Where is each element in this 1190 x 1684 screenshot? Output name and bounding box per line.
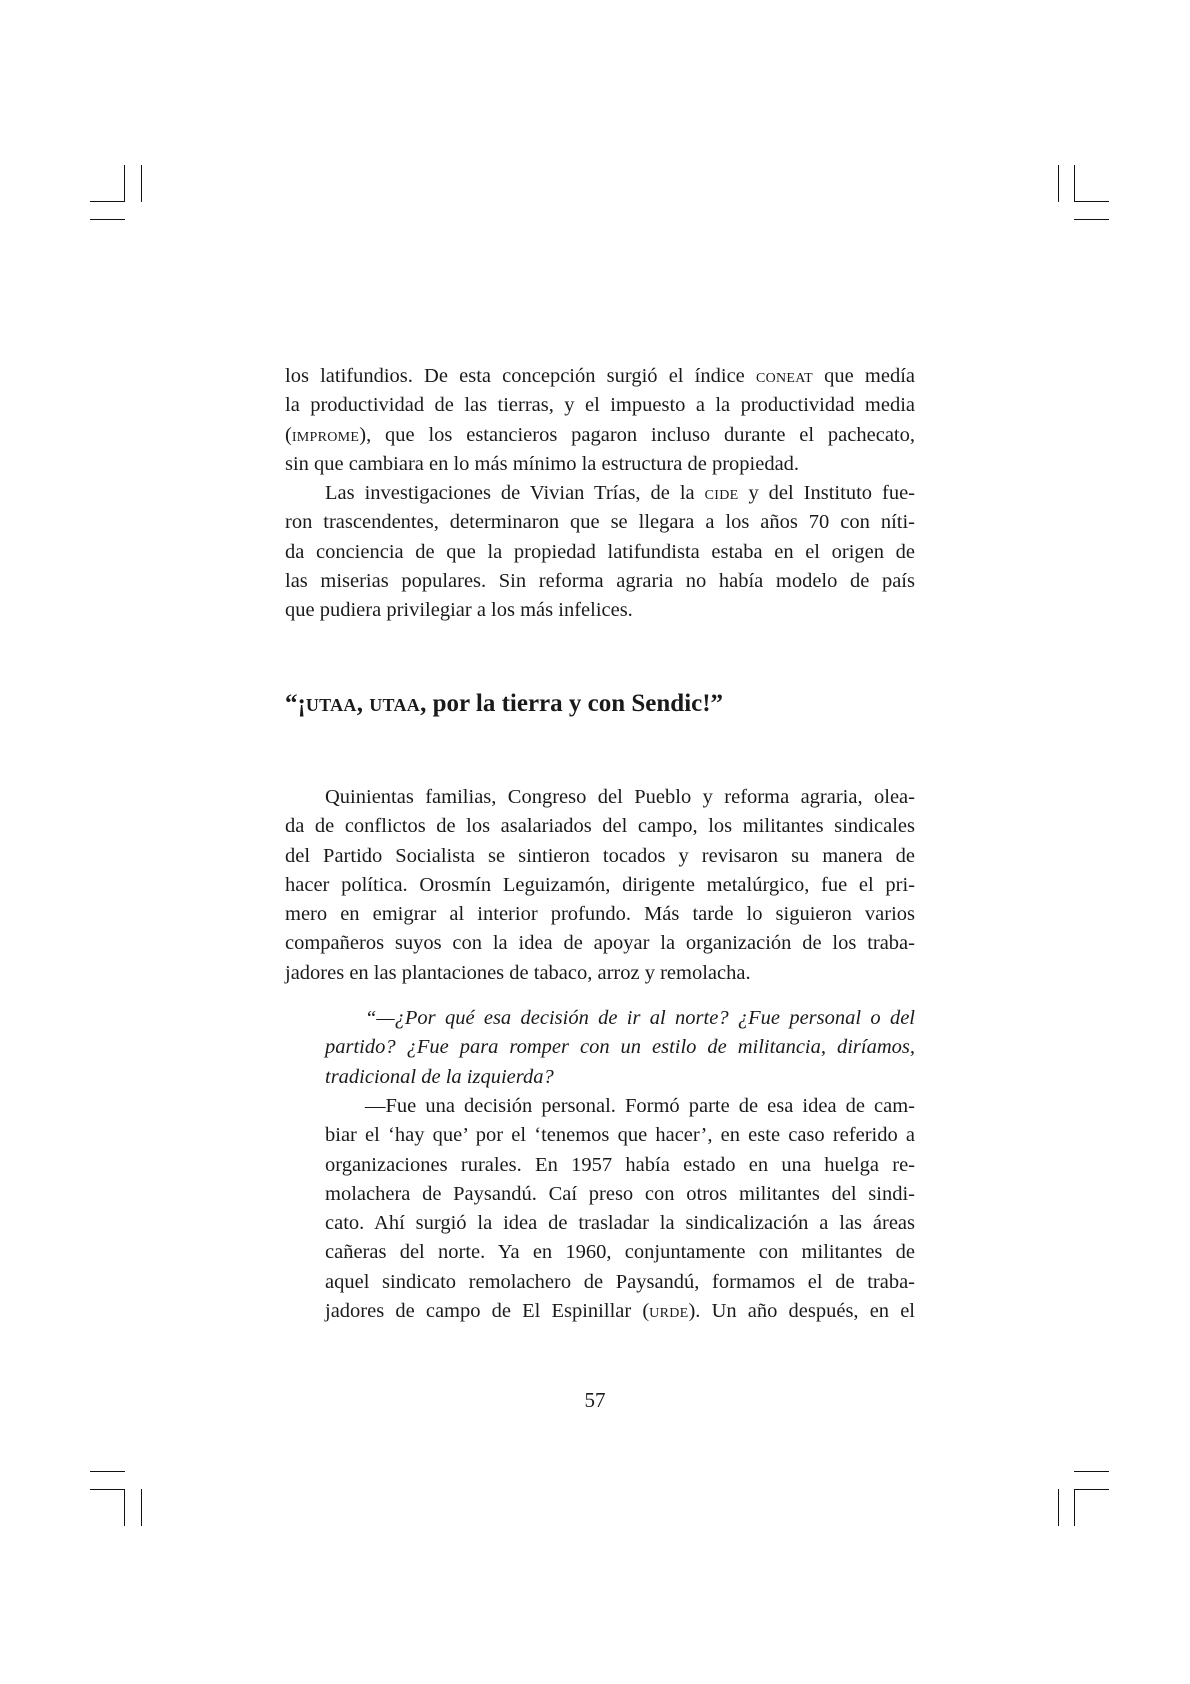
- text-line: cañeras del norte. Ya en 1960, conjuntamente con militantes de: [325, 1241, 915, 1264]
- interview-answer: [325, 1092, 915, 1326]
- text-line: tradicional de la izquierda?: [325, 1065, 554, 1088]
- text-line: aquel sindicato remolachero de Paysandú, formamos el de traba-: [325, 1270, 915, 1293]
- text-line: da de conflictos de los asalariados del campo, los militantes sindicales: [285, 815, 915, 838]
- text-line: Las investigaciones de Vivian Trías, de la cide y del Instituto fue-: [325, 482, 915, 504]
- paragraph-1: [285, 362, 915, 479]
- paragraph-3: [285, 783, 915, 988]
- text-line: mero en emigrar al interior profundo. Más tarde lo siguieron varios: [285, 903, 915, 926]
- text-line: da conciencia de que la propiedad latifundista estaba en el origen de: [285, 540, 915, 563]
- interview-question: [325, 1004, 915, 1092]
- text-line: la productividad de las tierras, y el impuesto a la productividad media: [285, 394, 915, 417]
- section-heading: “¡utaa, utaa, por la tierra y con Sendic!”: [285, 690, 724, 717]
- text-line: jadores en las plantaciones de tabaco, arroz y remolacha.: [285, 961, 751, 984]
- page-number: 57: [584, 1388, 606, 1412]
- text-line: sin que cambiara en lo más mínimo la estructura de propiedad.: [285, 452, 800, 475]
- text-line: compañeros suyos con la idea de apoyar la organización de los traba-: [285, 932, 915, 955]
- text-line: partido? ¿Fue para romper con un estilo de militancia, diríamos,: [325, 1036, 915, 1059]
- text-line: biar el ‘hay que’ por el ‘tenemos que hacer’, en este caso referido a: [325, 1124, 915, 1147]
- text-line: ron trascendentes, determinaron que se llegara a los años 70 con níti-: [285, 511, 915, 534]
- text-line: (improme), que los estancieros pagaron incluso durante el pachecato,: [285, 423, 915, 446]
- text-line: “—¿Por qué esa decisión de ir al norte? ¿Fue personal o del: [365, 1007, 915, 1029]
- paragraph-2: [285, 479, 915, 625]
- text-line: molachera de Paysandú. Caí preso con otros militantes del sindi-: [325, 1182, 915, 1205]
- text-line: Quinientas familias, Congreso del Pueblo y reforma agraria, olea-: [325, 786, 915, 808]
- text-line: organizaciones rurales. En 1957 había estado en una huelga re-: [325, 1153, 915, 1176]
- text-line: los latifundios. De esta concepción surgió el índice coneat que medía: [285, 365, 915, 387]
- text-line: cato. Ahí surgió la idea de trasladar la sindicalización a las áreas: [325, 1212, 915, 1235]
- text-line: las miserias populares. Sin reforma agraria no había modelo de país: [285, 569, 915, 592]
- text-line: que pudiera privilegiar a los más infelices.: [285, 599, 633, 622]
- text-line: —Fue una decisión personal. Formó parte de esa idea de cam-: [365, 1095, 915, 1117]
- text-line: del Partido Socialista se sintieron tocados y revisaron su manera de: [285, 844, 915, 867]
- text-line: jadores de campo de El Espinillar (urde). Un año después, en el: [325, 1300, 915, 1323]
- text-line: hacer política. Orosmín Leguizamón, dirigente metalúrgico, fue el pri-: [285, 873, 915, 896]
